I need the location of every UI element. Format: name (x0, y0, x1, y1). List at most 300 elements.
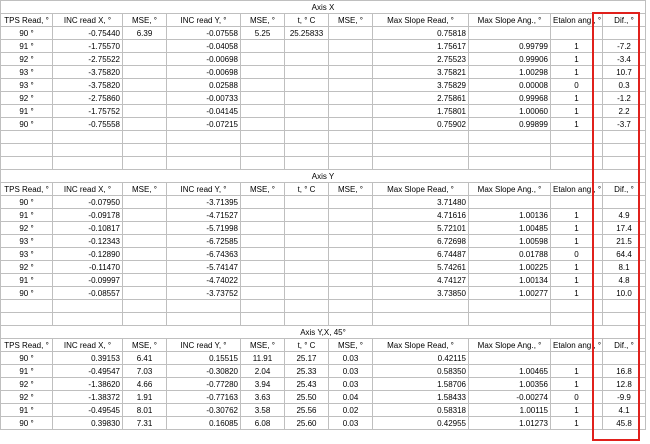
table-cell[interactable]: 6.74487 (373, 248, 469, 261)
table-cell[interactable]: 1.00485 (469, 222, 551, 235)
table-cell[interactable]: 1.00060 (469, 105, 551, 118)
table-cell[interactable]: -6.72585 (167, 235, 241, 248)
table-cell[interactable] (551, 27, 603, 40)
table-cell[interactable]: 1 (551, 40, 603, 53)
table-cell[interactable] (123, 79, 167, 92)
table-cell[interactable]: 1.00277 (469, 287, 551, 300)
table-cell[interactable] (469, 27, 551, 40)
table-cell[interactable]: -1.75752 (53, 105, 123, 118)
table-cell[interactable] (329, 27, 373, 40)
column-header: Dif., ° (603, 339, 646, 352)
table-cell[interactable] (241, 40, 285, 53)
table-cell[interactable] (285, 92, 329, 105)
table-cell[interactable] (123, 196, 167, 209)
column-header: INC read Y, ° (167, 183, 241, 196)
table-cell[interactable]: 64.4 (603, 248, 646, 261)
table-cell[interactable] (241, 235, 285, 248)
table-cell[interactable]: 3.94 (241, 378, 285, 391)
table-cell[interactable]: 3.73850 (373, 287, 469, 300)
table-cell[interactable] (469, 196, 551, 209)
column-header: Max Slope Ang., ° (469, 14, 551, 27)
table-cell[interactable]: -0.07558 (167, 27, 241, 40)
table-cell[interactable]: 1 (551, 404, 603, 417)
table-cell[interactable]: 1 (551, 66, 603, 79)
table-cell[interactable] (285, 209, 329, 222)
table-cell[interactable] (329, 118, 373, 131)
table-cell[interactable] (241, 66, 285, 79)
table-cell[interactable]: 25.25833 (285, 27, 329, 40)
table-cell[interactable]: 90 ° (1, 118, 53, 131)
table-cell[interactable] (285, 222, 329, 235)
table-cell[interactable]: 0.39830 (53, 417, 123, 430)
table-cell[interactable]: -0.30820 (167, 365, 241, 378)
table-cell[interactable] (329, 274, 373, 287)
table-cell[interactable] (123, 222, 167, 235)
table-cell[interactable]: 91 ° (1, 274, 53, 287)
table-cell[interactable]: 1 (551, 118, 603, 131)
table-cell[interactable] (241, 196, 285, 209)
table-cell[interactable] (551, 196, 603, 209)
table-cell[interactable]: 93 ° (1, 66, 53, 79)
table-cell[interactable] (241, 248, 285, 261)
table-cell[interactable] (123, 287, 167, 300)
table-cell[interactable]: 7.03 (123, 365, 167, 378)
table-cell[interactable]: 90 ° (1, 417, 53, 430)
table-cell[interactable]: 92 ° (1, 92, 53, 105)
table-cell[interactable]: 5.74261 (373, 261, 469, 274)
table-cell[interactable]: 1.75617 (373, 40, 469, 53)
table-cell[interactable]: 93 ° (1, 235, 53, 248)
table-cell[interactable]: 91 ° (1, 40, 53, 53)
blank-cell (285, 313, 329, 326)
table-cell[interactable] (123, 209, 167, 222)
column-header: MSE, ° (241, 183, 285, 196)
table-cell[interactable]: 1 (551, 222, 603, 235)
table-cell[interactable] (285, 118, 329, 131)
table-cell[interactable] (123, 105, 167, 118)
table-cell[interactable] (241, 118, 285, 131)
blank-cell (551, 313, 603, 326)
table-cell[interactable]: 1 (551, 378, 603, 391)
table-row (1, 196, 646, 209)
table-cell[interactable]: 4.1 (603, 404, 646, 417)
table-cell[interactable]: -0.49545 (53, 404, 123, 417)
table-cell[interactable]: 6.72698 (373, 235, 469, 248)
table-cell[interactable]: 0.75902 (373, 118, 469, 131)
table-cell[interactable]: -0.00733 (167, 92, 241, 105)
table-cell[interactable]: -0.12343 (53, 235, 123, 248)
table-cell[interactable]: 0.39153 (53, 352, 123, 365)
blank-cell (167, 313, 241, 326)
table-cell[interactable]: -2.75860 (53, 92, 123, 105)
table-cell[interactable]: 1 (551, 261, 603, 274)
table-cell[interactable]: -0.77280 (167, 378, 241, 391)
table-cell[interactable]: -0.30762 (167, 404, 241, 417)
table-cell[interactable]: -4.74022 (167, 274, 241, 287)
table-cell[interactable]: 1.00356 (469, 378, 551, 391)
table-cell[interactable]: 0.03 (329, 378, 373, 391)
column-header: MSE, ° (123, 14, 167, 27)
table-cell[interactable]: 0.01788 (469, 248, 551, 261)
table-cell[interactable] (123, 92, 167, 105)
table-cell[interactable]: 0.3 (603, 79, 646, 92)
table-cell[interactable]: 1.75801 (373, 105, 469, 118)
table-cell[interactable]: 1.00298 (469, 66, 551, 79)
table-cell[interactable]: -0.75558 (53, 118, 123, 131)
table-cell[interactable]: 3.75829 (373, 79, 469, 92)
table-cell[interactable]: -0.04058 (167, 40, 241, 53)
table-cell[interactable]: 0.16085 (167, 417, 241, 430)
table-cell[interactable] (329, 79, 373, 92)
table-cell[interactable]: 2.04 (241, 365, 285, 378)
table-cell[interactable]: 92 ° (1, 53, 53, 66)
table-cell[interactable]: 90 ° (1, 287, 53, 300)
table-cell[interactable]: -0.75440 (53, 27, 123, 40)
table-cell[interactable] (285, 196, 329, 209)
blank-cell (373, 157, 469, 170)
table-cell[interactable]: -0.10817 (53, 222, 123, 235)
blank-cell (373, 313, 469, 326)
column-header: Dif., ° (603, 183, 646, 196)
table-cell[interactable]: 91 ° (1, 365, 53, 378)
section-title: Axis X (1, 1, 646, 14)
table-cell[interactable] (241, 92, 285, 105)
column-header: MSE, ° (241, 339, 285, 352)
table-cell[interactable]: 91 ° (1, 209, 53, 222)
table-cell[interactable]: 92 ° (1, 391, 53, 404)
table-cell[interactable] (123, 53, 167, 66)
table-row (1, 105, 646, 118)
table-cell[interactable]: 1 (551, 209, 603, 222)
table-cell[interactable]: 2.75523 (373, 53, 469, 66)
table-cell[interactable] (329, 92, 373, 105)
table-cell[interactable] (241, 274, 285, 287)
blank-cell (53, 157, 123, 170)
blank-cell (551, 144, 603, 157)
table-cell[interactable]: 1.00134 (469, 274, 551, 287)
table-cell[interactable]: -0.07215 (167, 118, 241, 131)
table-cell[interactable] (329, 209, 373, 222)
column-header: INC read X, ° (53, 14, 123, 27)
blank-cell (551, 131, 603, 144)
table-cell[interactable]: -3.7 (603, 118, 646, 131)
table-cell[interactable]: 1 (551, 53, 603, 66)
table-cell[interactable]: 11.91 (241, 352, 285, 365)
table-cell[interactable]: 16.8 (603, 365, 646, 378)
blank-row (1, 313, 646, 326)
table-cell[interactable]: 2.2 (603, 105, 646, 118)
table-cell[interactable]: 2.75861 (373, 92, 469, 105)
header-row (1, 14, 646, 27)
blank-cell (603, 131, 646, 144)
table-cell[interactable] (469, 352, 551, 365)
table-row (1, 66, 646, 79)
table-cell[interactable]: 25.56 (285, 404, 329, 417)
table-cell[interactable]: 1.58433 (373, 391, 469, 404)
table-cell[interactable] (241, 105, 285, 118)
table-cell[interactable]: 25.50 (285, 391, 329, 404)
table-row (1, 391, 646, 404)
table-cell[interactable]: 92 ° (1, 222, 53, 235)
table-cell[interactable]: -3.73752 (167, 287, 241, 300)
table-row (1, 404, 646, 417)
table-cell[interactable] (603, 196, 646, 209)
table-cell[interactable] (241, 287, 285, 300)
table-cell[interactable]: 0 (551, 79, 603, 92)
table-cell[interactable]: 0.00008 (469, 79, 551, 92)
table-cell[interactable]: 1.01273 (469, 417, 551, 430)
table-cell[interactable]: 3.75821 (373, 66, 469, 79)
table-cell[interactable]: -5.74147 (167, 261, 241, 274)
table-cell[interactable]: 3.58 (241, 404, 285, 417)
table-cell[interactable]: 3.71480 (373, 196, 469, 209)
table-cell[interactable]: 0.03 (329, 352, 373, 365)
table-cell[interactable]: 0.99968 (469, 92, 551, 105)
table-cell[interactable] (285, 66, 329, 79)
table-cell[interactable]: -0.09997 (53, 274, 123, 287)
table-cell[interactable]: 1.00136 (469, 209, 551, 222)
table-cell[interactable] (285, 79, 329, 92)
table-cell[interactable]: 91 ° (1, 404, 53, 417)
table-cell[interactable]: -3.71395 (167, 196, 241, 209)
table-cell[interactable]: 25.43 (285, 378, 329, 391)
table-cell[interactable] (329, 105, 373, 118)
table-cell[interactable] (241, 53, 285, 66)
table-cell[interactable] (123, 248, 167, 261)
table-cell[interactable] (285, 235, 329, 248)
blank-cell (469, 313, 551, 326)
table-cell[interactable]: -5.71998 (167, 222, 241, 235)
column-header: MSE, ° (241, 14, 285, 27)
table-cell[interactable]: -0.00274 (469, 391, 551, 404)
table-cell[interactable]: 0.99799 (469, 40, 551, 53)
table-cell[interactable]: 25.33 (285, 365, 329, 378)
table-cell[interactable]: 0.03 (329, 365, 373, 378)
table-cell[interactable]: -0.12890 (53, 248, 123, 261)
column-header: INC read Y, ° (167, 339, 241, 352)
table-cell[interactable]: 12.8 (603, 378, 646, 391)
table-cell[interactable] (329, 66, 373, 79)
table-cell[interactable]: -3.75820 (53, 66, 123, 79)
blank-cell (285, 157, 329, 170)
table-cell[interactable]: 10.7 (603, 66, 646, 79)
table-cell[interactable] (285, 287, 329, 300)
table-cell[interactable] (285, 274, 329, 287)
table-cell[interactable] (329, 261, 373, 274)
table-cell[interactable]: -1.38620 (53, 378, 123, 391)
table-cell[interactable]: 1 (551, 105, 603, 118)
column-header: Dif., ° (603, 14, 646, 27)
table-cell[interactable] (329, 235, 373, 248)
table-cell[interactable]: 0.58350 (373, 365, 469, 378)
table-cell[interactable]: 6.39 (123, 27, 167, 40)
table-cell[interactable]: 0 (551, 248, 603, 261)
table-cell[interactable] (285, 40, 329, 53)
column-header: INC read X, ° (53, 339, 123, 352)
table-row (1, 248, 646, 261)
table-cell[interactable]: -0.11470 (53, 261, 123, 274)
table-cell[interactable] (241, 209, 285, 222)
table-cell[interactable]: 25.60 (285, 417, 329, 430)
table-cell[interactable]: 1 (551, 235, 603, 248)
table-cell[interactable]: 0 (551, 391, 603, 404)
table-cell[interactable]: -6.74363 (167, 248, 241, 261)
table-cell[interactable]: 1 (551, 274, 603, 287)
table-cell[interactable]: -1.75570 (53, 40, 123, 53)
table-cell[interactable] (329, 40, 373, 53)
table-cell[interactable]: 4.66 (123, 378, 167, 391)
table-cell[interactable]: -1.38372 (53, 391, 123, 404)
table-cell[interactable] (329, 248, 373, 261)
column-header: t, ° C (285, 183, 329, 196)
blank-cell (603, 144, 646, 157)
table-cell[interactable]: 0.58318 (373, 404, 469, 417)
table-cell[interactable]: -2.75522 (53, 53, 123, 66)
blank-cell (329, 313, 373, 326)
table-cell[interactable]: 92 ° (1, 378, 53, 391)
table-cell[interactable]: 3.63 (241, 391, 285, 404)
table-cell[interactable]: 90 ° (1, 196, 53, 209)
table-cell[interactable]: 45.8 (603, 417, 646, 430)
blank-cell (53, 313, 123, 326)
table-cell[interactable]: -7.2 (603, 40, 646, 53)
table-cell[interactable]: 4.9 (603, 209, 646, 222)
table-cell[interactable] (329, 53, 373, 66)
table-cell[interactable]: 1 (551, 92, 603, 105)
table-cell[interactable]: 1.00465 (469, 365, 551, 378)
table-cell[interactable]: 4.8 (603, 274, 646, 287)
table-cell[interactable]: 0.99906 (469, 53, 551, 66)
table-cell[interactable]: 21.5 (603, 235, 646, 248)
blank-cell (469, 300, 551, 313)
table-cell[interactable]: 0.75818 (373, 27, 469, 40)
table-cell[interactable] (329, 222, 373, 235)
table-cell[interactable]: 1.58706 (373, 378, 469, 391)
table-cell[interactable]: -0.04145 (167, 105, 241, 118)
table-cell[interactable]: -9.9 (603, 391, 646, 404)
table-cell[interactable]: -1.2 (603, 92, 646, 105)
table-cell[interactable] (123, 274, 167, 287)
table-cell[interactable]: -0.77163 (167, 391, 241, 404)
table-cell[interactable]: 92 ° (1, 261, 53, 274)
table-cell[interactable]: -0.09178 (53, 209, 123, 222)
table-cell[interactable]: 1 (551, 287, 603, 300)
table-cell[interactable]: -0.49547 (53, 365, 123, 378)
column-header: MSE, ° (329, 14, 373, 27)
table-cell[interactable] (241, 261, 285, 274)
table-cell[interactable] (329, 196, 373, 209)
table-cell[interactable]: 1.00115 (469, 404, 551, 417)
table-cell[interactable]: 91 ° (1, 105, 53, 118)
blank-cell (123, 144, 167, 157)
column-header: MSE, ° (329, 339, 373, 352)
table-cell[interactable]: 17.4 (603, 222, 646, 235)
column-header: TPS Read, ° (1, 339, 53, 352)
table-cell[interactable]: 93 ° (1, 79, 53, 92)
blank-cell (329, 144, 373, 157)
table-cell[interactable]: 90 ° (1, 352, 53, 365)
column-header: TPS Read, ° (1, 183, 53, 196)
table-cell[interactable]: 5.72101 (373, 222, 469, 235)
header-row (1, 339, 646, 352)
table-cell[interactable]: 1.91 (123, 391, 167, 404)
table-cell[interactable]: 8.01 (123, 404, 167, 417)
table-cell[interactable]: 7.31 (123, 417, 167, 430)
blank-cell (603, 157, 646, 170)
table-cell[interactable]: 6.41 (123, 352, 167, 365)
table-cell[interactable]: 1 (551, 417, 603, 430)
table-cell[interactable]: 90 ° (1, 27, 53, 40)
table-cell[interactable]: -3.75820 (53, 79, 123, 92)
table-cell[interactable] (123, 40, 167, 53)
blank-cell (241, 157, 285, 170)
table-cell[interactable] (123, 66, 167, 79)
table-cell[interactable]: 6.08 (241, 417, 285, 430)
table-cell[interactable]: 0.02588 (167, 79, 241, 92)
table-cell[interactable]: -0.00698 (167, 66, 241, 79)
table-cell[interactable]: -0.08557 (53, 287, 123, 300)
table-cell[interactable] (285, 53, 329, 66)
table-row (1, 53, 646, 66)
table-cell[interactable]: 25.17 (285, 352, 329, 365)
table-cell[interactable]: 1.00598 (469, 235, 551, 248)
table-cell[interactable]: -0.00698 (167, 53, 241, 66)
table-cell[interactable]: 0.03 (329, 417, 373, 430)
table-cell[interactable] (603, 27, 646, 40)
table-row (1, 222, 646, 235)
table-cell[interactable]: 1 (551, 365, 603, 378)
table-cell[interactable] (241, 222, 285, 235)
table-cell[interactable]: 0.15515 (167, 352, 241, 365)
table-cell[interactable]: 10.0 (603, 287, 646, 300)
table-cell[interactable]: -4.71527 (167, 209, 241, 222)
column-header: MSE, ° (123, 183, 167, 196)
table-cell[interactable] (123, 235, 167, 248)
table-cell[interactable]: 8.1 (603, 261, 646, 274)
blank-cell (329, 131, 373, 144)
table-row (1, 287, 646, 300)
table-cell[interactable] (285, 248, 329, 261)
table-cell[interactable]: 0.42955 (373, 417, 469, 430)
table-cell[interactable] (285, 261, 329, 274)
table-cell[interactable]: 93 ° (1, 248, 53, 261)
table-cell[interactable] (329, 287, 373, 300)
table-cell[interactable]: -3.4 (603, 53, 646, 66)
table-row (1, 209, 646, 222)
blank-cell (1, 144, 53, 157)
table-cell[interactable] (285, 105, 329, 118)
table-cell[interactable] (123, 261, 167, 274)
blank-cell (167, 144, 241, 157)
table-cell[interactable]: 5.25 (241, 27, 285, 40)
table-cell[interactable]: 1.00225 (469, 261, 551, 274)
blank-cell (603, 300, 646, 313)
table-cell[interactable] (241, 79, 285, 92)
table-cell[interactable] (123, 118, 167, 131)
table-cell[interactable] (551, 352, 603, 365)
table-cell[interactable] (603, 352, 646, 365)
blank-cell (1, 131, 53, 144)
column-header: Etalon ang., ° (551, 14, 603, 27)
blank-cell (373, 300, 469, 313)
table-cell[interactable]: 4.74127 (373, 274, 469, 287)
table-cell[interactable]: 0.02 (329, 404, 373, 417)
table-cell[interactable]: 4.71616 (373, 209, 469, 222)
table-cell[interactable]: 0.99899 (469, 118, 551, 131)
table-cell[interactable]: -0.07950 (53, 196, 123, 209)
table-cell[interactable]: 0.04 (329, 391, 373, 404)
table-cell[interactable]: 0.42115 (373, 352, 469, 365)
